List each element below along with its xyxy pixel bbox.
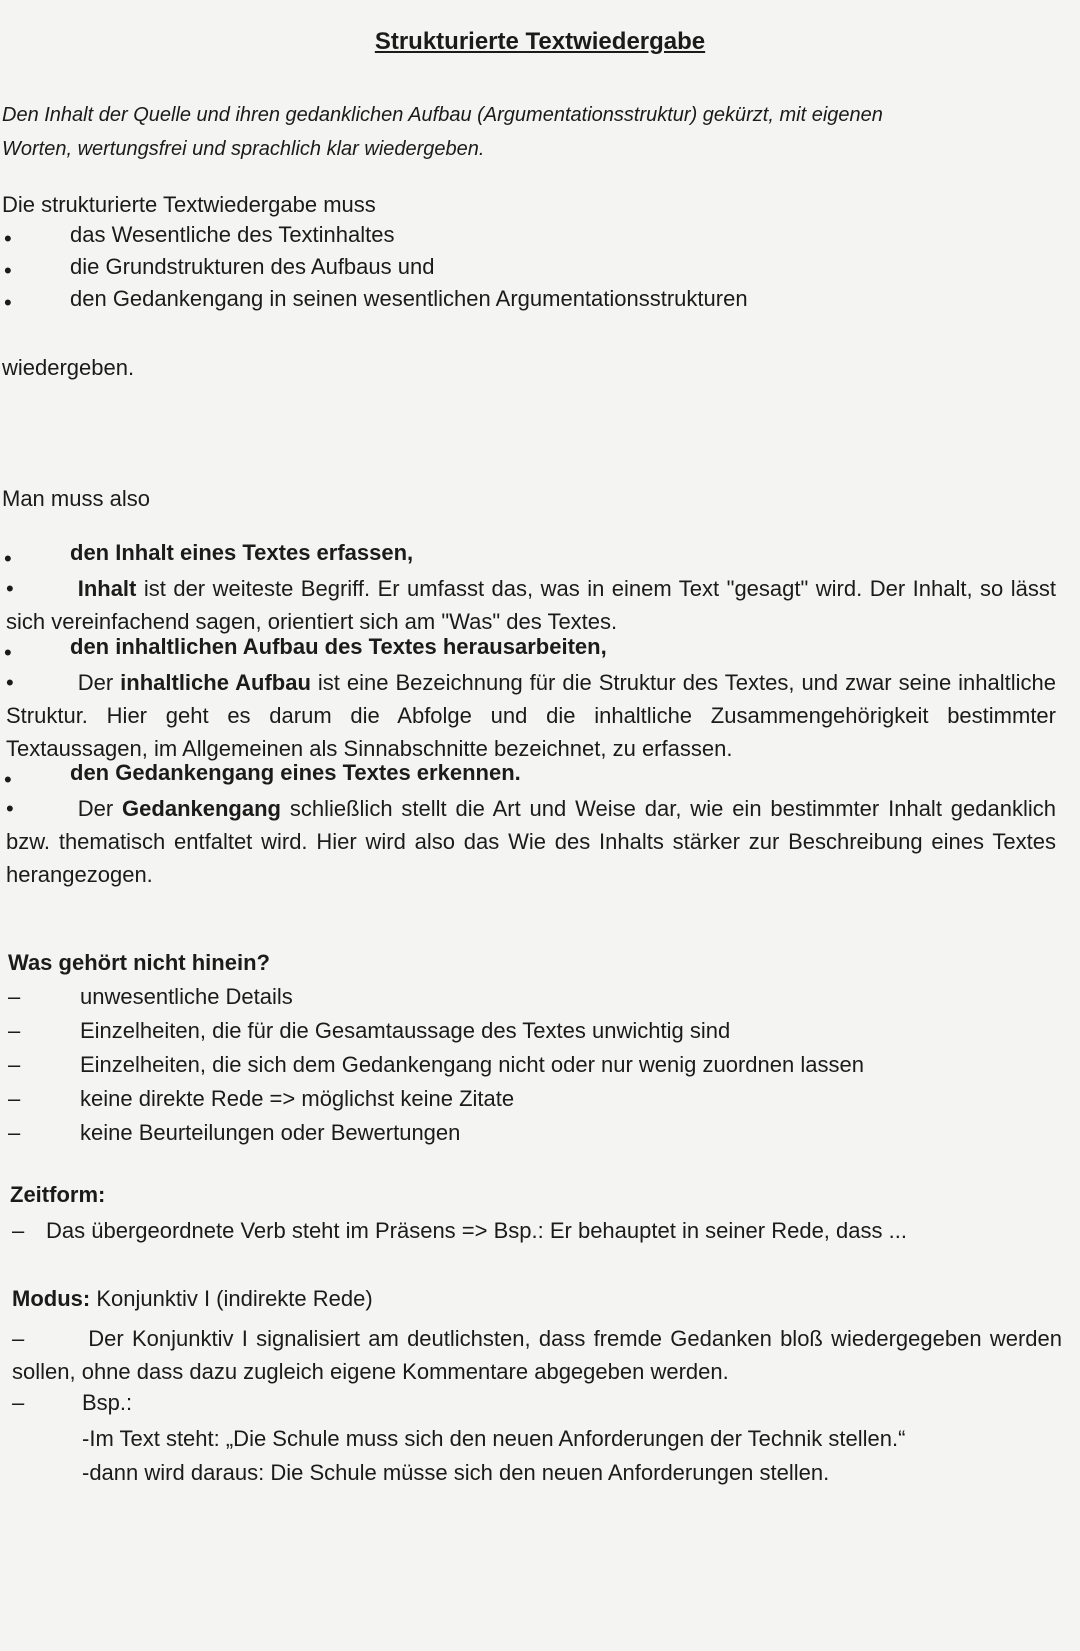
bullet-icon: •: [4, 546, 12, 571]
not-in-item-3: Einzelheiten, die sich dem Gedankengang nicht oder nur wenig zuordnen lassen: [80, 1052, 864, 1077]
bullet-icon: •: [4, 258, 12, 283]
paragraph-aufbau-pre: Der: [77, 670, 114, 695]
term-aufbau: inhaltliche Aufbau: [120, 670, 311, 695]
modus-bsp-label: Bsp.:: [82, 1390, 133, 1415]
dash-icon: –: [12, 1326, 25, 1351]
modus-heading-label: Modus:: [12, 1286, 91, 1311]
must-item-3: den Gedankengang in seinen wesentlichen Argumentationsstrukturen: [70, 286, 748, 311]
must-lead: Die strukturierte Textwiedergabe muss: [2, 192, 376, 217]
zeitform-heading: Zeitform:: [10, 1182, 106, 1207]
must-close: wiedergeben.: [2, 355, 135, 380]
paragraph-gedankengang: [6, 792, 1056, 891]
modus-paragraph: [12, 1322, 1062, 1388]
man-muss-bullet-2: den inhaltlichen Aufbau des Textes herausarbeiten,: [70, 634, 607, 659]
dash-icon: –: [8, 1120, 21, 1145]
bullet-icon: •: [4, 767, 12, 792]
not-in-item-2: Einzelheiten, die für die Gesamtaussage des Textes unwichtig sind: [80, 1018, 731, 1043]
dash-icon: –: [12, 1390, 25, 1415]
modus-item: Der Konjunktiv I signalisiert am deutlichsten, dass fremde Gedanken bloß wiedergegeben werden sollen, ohne dass dazu zugleich eigene Kommentare abgegeben werden.: [12, 1326, 1062, 1384]
man-muss-lead: Man muss also: [2, 486, 150, 511]
man-muss-bullet-1: den Inhalt eines Textes erfassen,: [70, 540, 414, 565]
modus-example-2: -dann wird daraus: Die Schule müsse sich den neuen Anforderungen stellen.: [82, 1460, 830, 1485]
dash-icon: –: [12, 1218, 25, 1243]
bullet-icon: •: [6, 796, 14, 821]
dash-icon: –: [8, 1018, 21, 1043]
man-muss-bullet-3: den Gedankengang eines Textes erkennen.: [70, 760, 521, 785]
intro-line-2: Worten, wertungsfrei und sprachlich klar wiedergeben.: [2, 138, 485, 160]
not-in-item-1: unwesentliche Details: [80, 984, 293, 1009]
zeitform-item: Das übergeordnete Verb steht im Präsens => Bsp.: Er behauptet in seiner Rede, dass ...: [46, 1218, 907, 1243]
modus-example-1: -Im Text steht: „Die Schule muss sich den neuen Anforderungen der Technik stellen.“: [82, 1426, 906, 1451]
paragraph-gedankengang-pre: Der: [77, 796, 114, 821]
modus-heading-text: Konjunktiv I (indirekte Rede): [96, 1286, 373, 1311]
not-in-item-5: keine Beurteilungen oder Bewertungen: [80, 1120, 461, 1145]
bullet-icon: •: [6, 576, 14, 601]
dash-icon: –: [8, 1086, 21, 1111]
paragraph-gedankengang-text: schließlich stellt die Art und Weise dar, wie ein bestimmter Inhalt gedanklich bzw. thematisch entfaltet wird. Hier wird also das Wie des Inhalts stärker zur Beschreibung eines Textes herangezogen.: [6, 796, 1056, 887]
dash-icon: –: [8, 984, 21, 1009]
not-in-item-4: keine direkte Rede => möglichst keine Zitate: [80, 1086, 515, 1111]
modus-heading: [12, 1286, 373, 1312]
bullet-icon: •: [4, 640, 12, 665]
not-in-heading: Was gehört nicht hinein?: [8, 950, 270, 975]
bullet-icon: •: [4, 290, 12, 315]
bullet-icon: •: [6, 670, 14, 695]
intro-line-1: Den Inhalt der Quelle und ihren gedanklichen Aufbau (Argumentationsstruktur) gekürzt, mit eigenen: [2, 104, 883, 126]
paragraph-aufbau: [6, 666, 1056, 765]
paragraph-aufbau-text: ist eine Bezeichnung für die Struktur des Textes, und zwar seine inhaltliche Struktur. Hier geht es darum die Abfolge und die inhaltliche Zusammengehörigkeit bestimmter Textaussagen, im Allgemeinen als Sinnabschnitte bezeichnet, zu erfassen.: [6, 670, 1057, 761]
must-item-2: die Grundstrukturen des Aufbaus und: [70, 254, 435, 279]
must-item-1: das Wesentliche des Textinhaltes: [70, 222, 395, 247]
paragraph-inhalt-text: ist der weiteste Begriff. Er umfasst das, was in einem Text "gesagt" wird. Der Inhalt, so lässt sich vereinfachend sagen, orientiert sich am "Was" des Textes.: [6, 576, 1056, 634]
page-title: Strukturierte Textwiedergabe: [374, 28, 706, 55]
bullet-icon: •: [4, 226, 12, 251]
dash-icon: –: [8, 1052, 21, 1077]
term-inhalt: Inhalt: [77, 576, 137, 601]
term-gedankengang: Gedankengang: [122, 796, 281, 821]
paragraph-inhalt: [6, 572, 1056, 638]
